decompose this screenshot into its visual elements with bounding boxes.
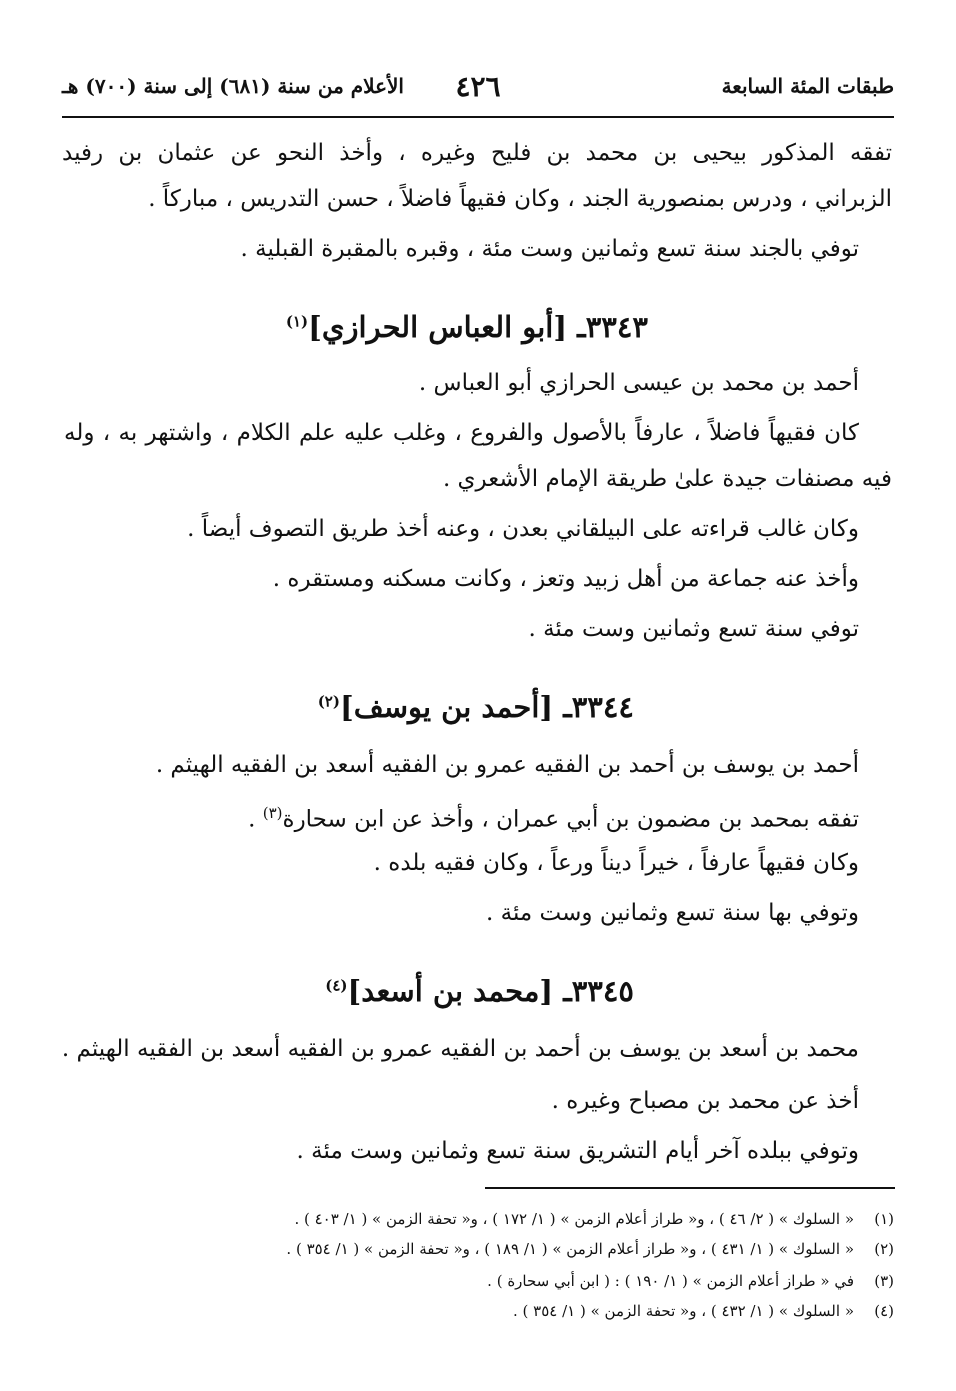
entry-heading-3343 — [286, 310, 648, 344]
page-number: ٤٢٦ — [455, 70, 501, 103]
entry-line: وكان غالب قراءته على البيلقاني بعدن ، وعنه أخذ طريق التصوف أيضاً . — [187, 516, 859, 542]
entry-line: أخذ عن محمد بن مصباح وغيره . — [551, 1088, 859, 1114]
entry-title: ٣٣٤٤ـ [أحمد بن يوسف] — [339, 690, 634, 724]
footnote-text: « السلوك » ( ١/ ٤٣٢ ) ، و« تحفة الزمن » ( ١/ ٣٥٤ ) . — [512, 1302, 854, 1320]
entry-line: أحمد بن يوسف بن أحمد بن الفقيه عمرو بن الفقيه أسعد بن الفقيه الهيثم . — [155, 752, 859, 778]
entry-line: فيه مصنفات جيدة علىٰ طريقة الإمام الأشعري . — [442, 466, 892, 492]
running-header — [62, 70, 894, 108]
entry-heading-3345 — [325, 974, 634, 1008]
section-title: طبقات المئة السابعة — [721, 74, 894, 98]
entry-line: كان فقيهاً فاضلاً ، عارفاً بالأصول والفروع ، وغلب عليه علم الكلام ، واشتهر به ، وله — [64, 420, 859, 446]
entry-line: وكان فقيهاً عارفاً ، خيراً ديناً ورعاً ، وكان فقيه بلده . — [373, 850, 859, 876]
entry-line: وأخذ عنه جماعة من أهل زبيد وتعز ، وكانت مسكنه ومستقره . — [272, 566, 859, 592]
footnote-number: (٣) — [874, 1272, 894, 1290]
range-title: الأعلام من سنة (٦٨١) إلى سنة (٧٠٠) هـ — [62, 74, 404, 98]
footnote-number: (٢) — [874, 1240, 894, 1258]
footnote-rule — [485, 1187, 895, 1189]
footnote-ref: (٣) — [262, 804, 283, 822]
entry-line: أحمد بن محمد بن عيسى الحرازي أبو العباس . — [418, 370, 859, 396]
footnote-ref: (٢) — [317, 692, 340, 711]
footnote-number: (١) — [874, 1210, 894, 1228]
entry-heading-3344 — [318, 690, 634, 724]
entry-line: وتوفي بها سنة تسع وثمانين وست مئة . — [486, 900, 859, 926]
entry-line: محمد بن أسعد بن يوسف بن أحمد بن الفقيه عمرو بن الفقيه أسعد بن الفقيه الهيثم . — [61, 1036, 859, 1062]
header-rule — [62, 116, 894, 118]
footnote-text: في « طراز أعلام الزمن » ( ١/ ١٩٠ ) : ( ابن أبي سحارة ) . — [487, 1272, 854, 1290]
entry-title: ٣٣٤٣ـ [أبو العباس الحرازي] — [308, 310, 648, 344]
footnote — [513, 1302, 894, 1320]
entry-line: توفي سنة تسع وثمانين وست مئة . — [528, 616, 859, 642]
footnote — [487, 1272, 894, 1290]
footnote-text: « السلوك » ( ١/ ٤٣١ ) ، و« طراز أعلام الزمن » ( ١/ ١٨٩ ) ، و« تحفة الزمن » ( ١/ ٣٥٤ ) . — [286, 1240, 854, 1258]
intro-line-2: الزبراني ، ودرس بمنصورية الجند ، وكان فقيهاً فاضلاً ، حسن التدريس ، مباركاً . — [148, 186, 892, 212]
intro-line-1: تفقه المذكور بيحيى بن محمد بن فليح وغيره ، وأخذ النحو عن عثمان بن رفيد — [62, 140, 892, 166]
entry-line: وتوفي ببلده آخر أيام التشريق سنة تسع وثمانين وست مئة . — [296, 1138, 859, 1164]
entry-title: ٣٣٤٥ـ [محمد بن أسعد] — [347, 974, 634, 1008]
footnote-text: « السلوك » ( ٢/ ٤٦ ) ، و« طراز أعلام الزمن » ( ١/ ١٧٢ ) ، و« تحفة الزمن » ( ١/ ٤٠٣ ) . — [294, 1210, 854, 1228]
intro-line-3: توفي بالجند سنة تسع وثمانين وست مئة ، وقبره بالمقبرة القبلية . — [240, 236, 859, 262]
footnote — [294, 1210, 894, 1228]
footnote-ref: (١) — [285, 312, 309, 331]
footnote — [286, 1240, 894, 1258]
footnote-number: (٤) — [874, 1302, 894, 1320]
entry-line: تفقه بمحمد بن مضمون بن أبي عمران ، وأخذ عن ابن سحارة$^{(٣)}$ . — [248, 804, 859, 833]
footnote-ref: (٤) — [325, 976, 348, 995]
